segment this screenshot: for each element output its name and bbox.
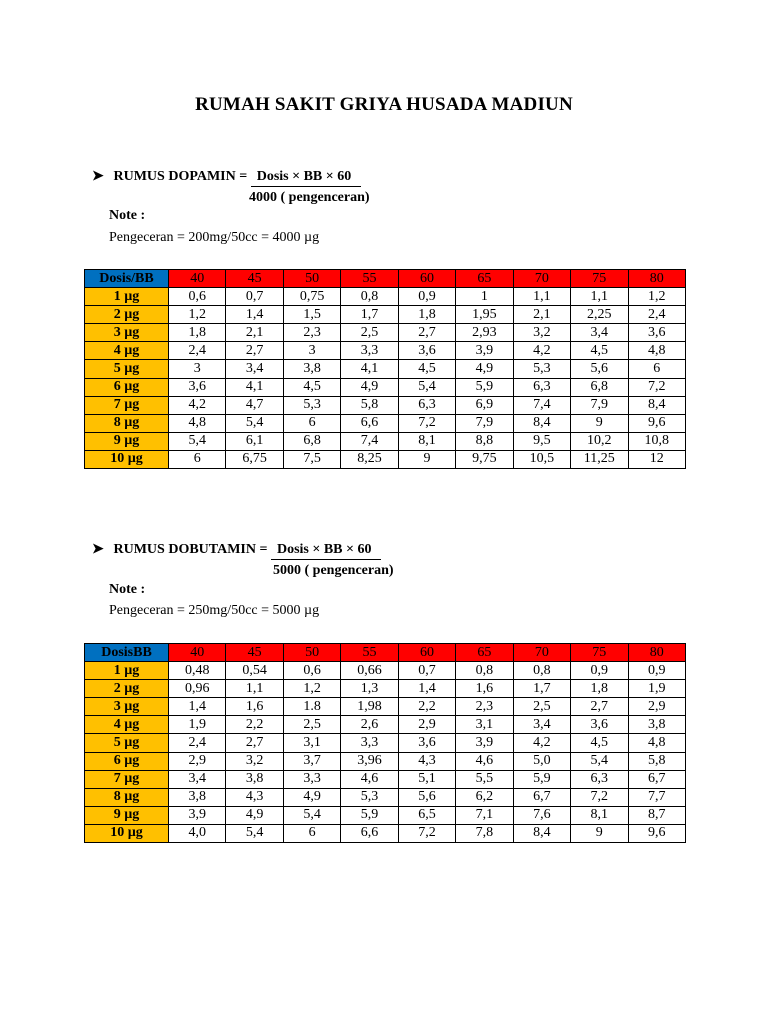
weight-column-header: 40	[169, 270, 226, 288]
dobutamin-formula-label: RUMUS DOBUTAMIN =	[113, 542, 268, 557]
table-cell: 1.8	[283, 698, 340, 716]
table-cell: 1,9	[628, 680, 686, 698]
table-cell: 4,0	[169, 824, 226, 842]
table-cell: 3,7	[283, 752, 340, 770]
table-cell: 8,1	[398, 432, 455, 450]
dobutamin-formula	[92, 541, 381, 560]
table-cell: 9,6	[628, 414, 686, 432]
dose-row-header: 6 µg	[85, 378, 169, 396]
table-row	[85, 324, 686, 342]
weight-column-header: 40	[169, 644, 226, 662]
table-cell: 4,9	[283, 788, 340, 806]
table-cell: 5,1	[398, 770, 455, 788]
table-cell: 2,5	[513, 698, 570, 716]
table-cell: 7,2	[398, 414, 455, 432]
table-cell: 7,6	[513, 806, 570, 824]
table-cell: 6	[283, 414, 340, 432]
table-cell: 1,1	[513, 288, 570, 306]
weight-column-header: 80	[628, 270, 686, 288]
table-cell: 2,4	[628, 306, 686, 324]
table-cell: 1,95	[456, 306, 513, 324]
table-cell: 10,8	[628, 432, 686, 450]
table-cell: 1,2	[283, 680, 340, 698]
weight-column-header: 75	[571, 644, 628, 662]
table-cell: 4,8	[628, 342, 686, 360]
table-cell: 8,25	[341, 450, 398, 468]
table-cell: 3,4	[513, 716, 570, 734]
table-cell: 4,9	[456, 360, 513, 378]
dobutamin-dose-table	[84, 643, 686, 843]
table-cell: 7,9	[571, 396, 628, 414]
table-cell: 0,6	[169, 288, 226, 306]
table-cell: 10,5	[513, 450, 570, 468]
dose-row-header: 10 µg	[85, 450, 169, 468]
table-row	[85, 378, 686, 396]
dopamin-formula-numerator: Dosis × BB × 60	[251, 169, 362, 187]
table-cell: 2,2	[226, 716, 283, 734]
table-cell: 1,6	[226, 698, 283, 716]
dose-row-header: 9 µg	[85, 806, 169, 824]
table-cell: 1,3	[341, 680, 398, 698]
table-cell: 5,9	[341, 806, 398, 824]
table-cell: 1,4	[226, 306, 283, 324]
table-cell: 12	[628, 450, 686, 468]
weight-column-header: 65	[456, 270, 513, 288]
table-cell: 3,3	[283, 770, 340, 788]
table-cell: 1,8	[571, 680, 628, 698]
table-cell: 0,96	[169, 680, 226, 698]
dopamin-formula-denominator: 4000 ( pengenceran)	[249, 190, 370, 205]
table-row	[85, 824, 686, 842]
weight-column-header: 75	[571, 270, 628, 288]
table-cell: 1,98	[341, 698, 398, 716]
table-cell: 2,9	[628, 698, 686, 716]
weight-column-header: 50	[283, 644, 340, 662]
table-cell: 8,4	[513, 824, 570, 842]
table-cell: 1,8	[169, 324, 226, 342]
table-cell: 4,6	[341, 770, 398, 788]
weight-column-header: 45	[226, 644, 283, 662]
table-cell: 6	[283, 824, 340, 842]
table-cell: 6,8	[283, 432, 340, 450]
dopamin-formula-label: RUMUS DOPAMIN =	[113, 169, 248, 184]
table-cell: 4,5	[571, 342, 628, 360]
table-cell: 2,3	[456, 698, 513, 716]
table-cell: 3,4	[226, 360, 283, 378]
table-cell: 7,8	[456, 824, 513, 842]
table-cell: 7,4	[341, 432, 398, 450]
table-cell: 2,3	[283, 324, 340, 342]
table-cell: 1,2	[628, 288, 686, 306]
dopamin-note-label: Note :	[109, 208, 146, 223]
table-header-row	[85, 270, 686, 288]
table-cell: 2,4	[169, 734, 226, 752]
table-row	[85, 770, 686, 788]
table-cell: 4,5	[571, 734, 628, 752]
table-cell: 5,6	[571, 360, 628, 378]
table-cell: 2,2	[398, 698, 455, 716]
table-cell: 4,2	[513, 342, 570, 360]
table-cell: 3,9	[456, 734, 513, 752]
table-row	[85, 806, 686, 824]
weight-column-header: 70	[513, 270, 570, 288]
table-cell: 4,3	[226, 788, 283, 806]
table-cell: 3,3	[341, 342, 398, 360]
table-cell: 8,1	[571, 806, 628, 824]
table-cell: 5,4	[226, 824, 283, 842]
dose-row-header: 7 µg	[85, 396, 169, 414]
page-title: RUMAH SAKIT GRIYA HUSADA MADIUN	[195, 94, 573, 115]
table-cell: 1,9	[169, 716, 226, 734]
table-cell: 6	[628, 360, 686, 378]
table-cell: 7,1	[456, 806, 513, 824]
table-cell: 2,5	[283, 716, 340, 734]
table-cell: 3,8	[169, 788, 226, 806]
table-cell: 5,5	[456, 770, 513, 788]
table-cell: 3,2	[513, 324, 570, 342]
table-cell: 3,4	[169, 770, 226, 788]
table-row	[85, 680, 686, 698]
table-cell: 3,2	[226, 752, 283, 770]
table-cell: 1,6	[456, 680, 513, 698]
weight-column-header: 60	[398, 644, 455, 662]
table-cell: 1,2	[169, 306, 226, 324]
table-cell: 5,8	[341, 396, 398, 414]
table-cell: 5,4	[226, 414, 283, 432]
table-cell: 3,1	[456, 716, 513, 734]
dose-row-header: 2 µg	[85, 306, 169, 324]
table-cell: 7,4	[513, 396, 570, 414]
table-cell: 0,9	[571, 662, 628, 680]
table-cell: 0,8	[341, 288, 398, 306]
table-cell: 9	[398, 450, 455, 468]
table-cell: 0,7	[398, 662, 455, 680]
table-cell: 1,1	[571, 288, 628, 306]
table-cell: 6,6	[341, 414, 398, 432]
table-cell: 2,1	[226, 324, 283, 342]
table-cell: 7,2	[628, 378, 686, 396]
table-cell: 9	[571, 414, 628, 432]
table-cell: 8,7	[628, 806, 686, 824]
table-cell: 5,4	[398, 378, 455, 396]
dose-row-header: 3 µg	[85, 698, 169, 716]
table-cell: 5,9	[513, 770, 570, 788]
table-cell: 5,8	[628, 752, 686, 770]
weight-column-header: 65	[456, 644, 513, 662]
table-cell: 4,5	[283, 378, 340, 396]
table-cell: 1,5	[283, 306, 340, 324]
weight-column-header: 70	[513, 644, 570, 662]
arrow-bullet-icon: ➤	[92, 169, 104, 184]
table-cell: 9,6	[628, 824, 686, 842]
table-row	[85, 288, 686, 306]
dose-row-header: 1 µg	[85, 662, 169, 680]
table-cell: 3	[169, 360, 226, 378]
table-cell: 3,6	[398, 342, 455, 360]
table-row	[85, 360, 686, 378]
table-cell: 6,9	[456, 396, 513, 414]
weight-column-header: 50	[283, 270, 340, 288]
table-cell: 3,8	[628, 716, 686, 734]
dose-row-header: 10 µg	[85, 824, 169, 842]
dose-row-header: 5 µg	[85, 734, 169, 752]
weight-column-header: 80	[628, 644, 686, 662]
dose-row-header: 9 µg	[85, 432, 169, 450]
table-cell: 4,2	[513, 734, 570, 752]
dose-row-header: 4 µg	[85, 716, 169, 734]
table-cell: 5,3	[283, 396, 340, 414]
table-cell: 2,9	[169, 752, 226, 770]
dobutamin-formula-denominator: 5000 ( pengenceran)	[273, 563, 394, 578]
table-cell: 6,3	[571, 770, 628, 788]
table-cell: 6,5	[398, 806, 455, 824]
table-row	[85, 734, 686, 752]
table-cell: 5,3	[513, 360, 570, 378]
table-cell: 2,7	[226, 342, 283, 360]
dose-row-header: 6 µg	[85, 752, 169, 770]
weight-column-header: 55	[341, 644, 398, 662]
table-cell: 6,3	[513, 378, 570, 396]
table-row	[85, 752, 686, 770]
table-cell: 2,5	[341, 324, 398, 342]
table-cell: 2,6	[341, 716, 398, 734]
table-cell: 1,7	[341, 306, 398, 324]
dose-row-header: 5 µg	[85, 360, 169, 378]
table-cell: 3,6	[169, 378, 226, 396]
dopamin-note-text: Pengeceran = 200mg/50cc = 4000 µg	[109, 230, 320, 245]
table-cell: 6,1	[226, 432, 283, 450]
table-row	[85, 450, 686, 468]
dose-row-header: 2 µg	[85, 680, 169, 698]
table-cell: 4,6	[456, 752, 513, 770]
table-cell: 1,4	[169, 698, 226, 716]
table-cell: 4,8	[169, 414, 226, 432]
dobutamin-formula-numerator: Dosis × BB × 60	[271, 542, 382, 560]
table-cell: 4,8	[628, 734, 686, 752]
table-cell: 3,1	[283, 734, 340, 752]
table-cell: 2,25	[571, 306, 628, 324]
table-cell: 1,7	[513, 680, 570, 698]
table-cell: 11,25	[571, 450, 628, 468]
dose-row-header: 8 µg	[85, 414, 169, 432]
table-cell: 6,7	[628, 770, 686, 788]
dose-row-header: 4 µg	[85, 342, 169, 360]
table-cell: 0,66	[341, 662, 398, 680]
table-cell: 2,7	[226, 734, 283, 752]
dopamin-dose-table	[84, 269, 686, 469]
table-cell: 1,4	[398, 680, 455, 698]
dose-row-header: 8 µg	[85, 788, 169, 806]
table-cell: 1	[456, 288, 513, 306]
table-cell: 3,9	[169, 806, 226, 824]
table-cell: 0,48	[169, 662, 226, 680]
table-cell: 8,4	[513, 414, 570, 432]
table-cell: 6	[169, 450, 226, 468]
dose-row-header: 1 µg	[85, 288, 169, 306]
table-cell: 4,9	[341, 378, 398, 396]
table-cell: 7,2	[398, 824, 455, 842]
table-row	[85, 342, 686, 360]
table-cell: 3,96	[341, 752, 398, 770]
table-cell: 9	[571, 824, 628, 842]
table-cell: 2,9	[398, 716, 455, 734]
table-row	[85, 306, 686, 324]
table-cell: 2,7	[398, 324, 455, 342]
table-cell: 0,75	[283, 288, 340, 306]
table-cell: 5,4	[169, 432, 226, 450]
table-row	[85, 414, 686, 432]
table-cell: 1,1	[226, 680, 283, 698]
table-cell: 6,8	[571, 378, 628, 396]
dobutamin-note-label: Note :	[109, 582, 146, 597]
table-cell: 4,5	[398, 360, 455, 378]
table-cell: 0,54	[226, 662, 283, 680]
table-cell: 6,2	[456, 788, 513, 806]
table-cell: 4,2	[169, 396, 226, 414]
table-cell: 5,9	[456, 378, 513, 396]
table-cell: 5,4	[571, 752, 628, 770]
table-cell: 1,8	[398, 306, 455, 324]
table-cell: 3	[283, 342, 340, 360]
table-row	[85, 698, 686, 716]
table-cell: 3,6	[571, 716, 628, 734]
table-row	[85, 396, 686, 414]
table-cell: 0,7	[226, 288, 283, 306]
table-cell: 10,2	[571, 432, 628, 450]
table-cell: 7,7	[628, 788, 686, 806]
table-cell: 4,1	[226, 378, 283, 396]
table-cell: 6,7	[513, 788, 570, 806]
table-cell: 3,6	[398, 734, 455, 752]
table-row	[85, 788, 686, 806]
weight-column-header: 45	[226, 270, 283, 288]
table-cell: 6,75	[226, 450, 283, 468]
table-row	[85, 716, 686, 734]
dose-row-header: 3 µg	[85, 324, 169, 342]
table-cell: 0,6	[283, 662, 340, 680]
table-cell: 4,3	[398, 752, 455, 770]
table-cell: 3,8	[226, 770, 283, 788]
table-cell: 5,4	[283, 806, 340, 824]
table-cell: 2,7	[571, 698, 628, 716]
table-corner-header: Dosis/BB	[85, 270, 169, 288]
table-row	[85, 432, 686, 450]
table-cell: 6,3	[398, 396, 455, 414]
table-cell: 4,1	[341, 360, 398, 378]
table-cell: 3,9	[456, 342, 513, 360]
dose-row-header: 7 µg	[85, 770, 169, 788]
table-cell: 4,7	[226, 396, 283, 414]
dopamin-formula	[92, 168, 361, 187]
table-cell: 3,3	[341, 734, 398, 752]
weight-column-header: 55	[341, 270, 398, 288]
table-cell: 8,4	[628, 396, 686, 414]
table-cell: 0,8	[513, 662, 570, 680]
table-cell: 4,9	[226, 806, 283, 824]
table-cell: 0,8	[456, 662, 513, 680]
table-cell: 0,9	[398, 288, 455, 306]
table-header-row	[85, 644, 686, 662]
table-cell: 2,93	[456, 324, 513, 342]
table-cell: 3,6	[628, 324, 686, 342]
dobutamin-note-text: Pengeceran = 250mg/50cc = 5000 µg	[109, 603, 320, 618]
table-cell: 5,3	[341, 788, 398, 806]
table-cell: 5,6	[398, 788, 455, 806]
table-cell: 0,9	[628, 662, 686, 680]
table-cell: 8,8	[456, 432, 513, 450]
table-cell: 7,5	[283, 450, 340, 468]
table-cell: 9,75	[456, 450, 513, 468]
table-cell: 5,0	[513, 752, 570, 770]
table-cell: 7,9	[456, 414, 513, 432]
arrow-bullet-icon: ➤	[92, 542, 104, 557]
table-row	[85, 662, 686, 680]
table-cell: 3,4	[571, 324, 628, 342]
table-cell: 6,6	[341, 824, 398, 842]
table-cell: 7,2	[571, 788, 628, 806]
table-corner-header: DosisBB	[85, 644, 169, 662]
table-cell: 9,5	[513, 432, 570, 450]
table-cell: 2,1	[513, 306, 570, 324]
weight-column-header: 60	[398, 270, 455, 288]
table-cell: 2,4	[169, 342, 226, 360]
table-cell: 3,8	[283, 360, 340, 378]
